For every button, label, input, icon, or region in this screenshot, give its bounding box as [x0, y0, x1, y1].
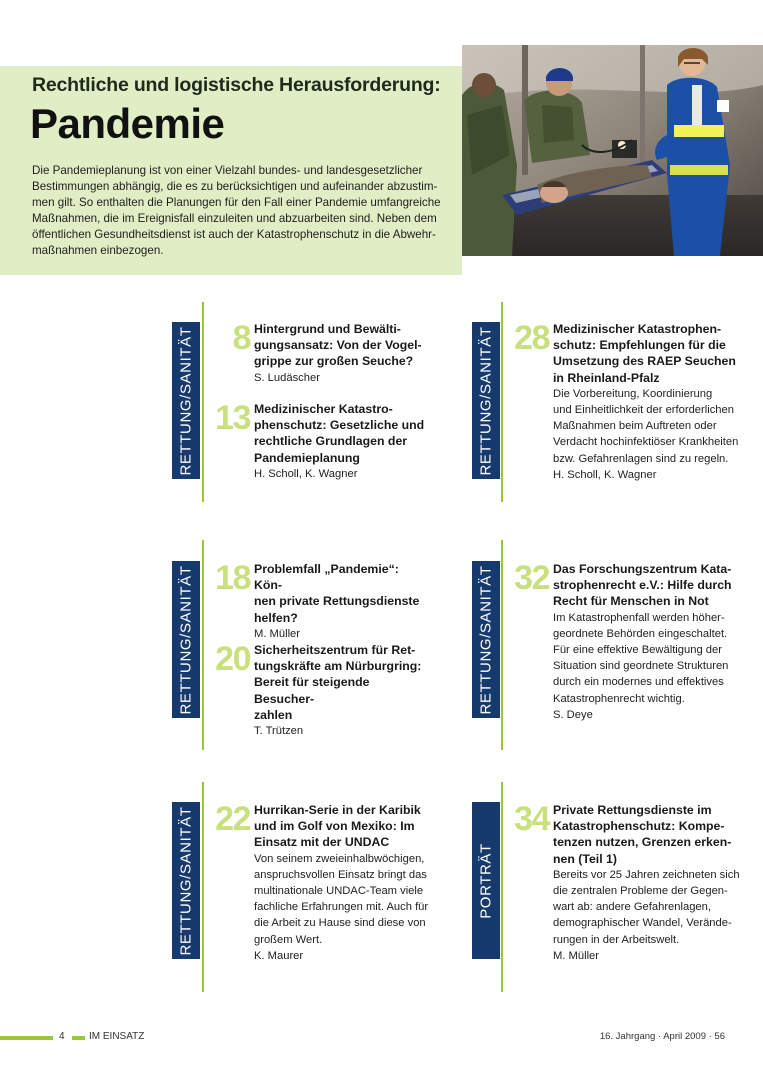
entry-title-line: schutz: Empfehlungen für die [553, 338, 726, 353]
entry-title-line: grippe zur großen Seuche? [254, 354, 414, 369]
column-line [202, 782, 204, 992]
entry-title-line: und im Golf von Mexiko: Im [254, 819, 415, 834]
entry-author: S. Deye [553, 708, 593, 721]
column-line [501, 540, 503, 750]
entry-desc-line: und Einheitlichkeit der erforderlichen [553, 404, 734, 417]
section-tag-label: PORTRÄT [477, 842, 495, 919]
entry-author: M. Müller [553, 949, 599, 962]
entry-desc-line: durch ein modernes und effektives [553, 676, 724, 689]
entry-desc-line: fachliche Erfahrungen mit. Auch für [254, 901, 429, 914]
entry-title-line: in Rheinland-Pfalz [553, 370, 660, 385]
column-line [202, 540, 204, 750]
entry-title-line: Hintergrund und Bewälti- [254, 322, 401, 336]
intro-line: maßnahmen einbezogen. [32, 244, 164, 257]
page-number: 20 [215, 640, 250, 678]
entry-title-line: Das Forschungszentrum Kata- [553, 562, 732, 576]
section-tag [472, 561, 500, 718]
intro-line: men gilt. So enthalten die Planungen für den Fall einer Pandemie umfangreiche [32, 196, 441, 209]
section-tag [172, 802, 200, 959]
entry-desc-line: Für eine effektive Bewältigung der [553, 644, 722, 657]
entry-desc-line: die zentralen Probleme der Gegen- [553, 885, 728, 898]
section-tag-label: RETTUNG/SANITÄT [477, 564, 495, 715]
entry-author: M. Müller [254, 627, 300, 640]
section-tag [472, 322, 500, 479]
entry-author: S. Ludäscher [254, 371, 320, 384]
entry-desc-line: rungen in der Arbeitswelt. [553, 933, 680, 946]
section-tag-label: RETTUNG/SANITÄT [177, 325, 195, 476]
entry-title-line: nen private Rettungsdienste [254, 594, 420, 609]
footer-issue-info: 16. Jahrgang · April 2009 · 56 [599, 1031, 725, 1042]
section-tag-label: RETTUNG/SANITÄT [477, 325, 495, 476]
page-number: 34 [514, 800, 549, 838]
section-tag-label: RETTUNG/SANITÄT [177, 805, 195, 956]
entry-title-line: Sicherheitszentrum für Ret- [254, 643, 416, 657]
entry-title-line: zahlen [254, 707, 293, 722]
entry-title-line: Medizinischer Katastro- [254, 402, 393, 416]
entry-desc-line: Maßnahmen beim Auftreten oder [553, 420, 717, 433]
column-line [501, 782, 503, 992]
entry-title-line: Recht für Menschen in Not [553, 594, 709, 609]
entry-desc-line: großem Wert. [254, 933, 323, 946]
entry-title-line: Einsatz mit der UNDAC [254, 835, 390, 850]
entry-title-line: Problemfall „Pandemie“: Kön- [254, 562, 399, 593]
intro-paragraph [32, 163, 452, 259]
entry-title-line: Private Rettungsdienste im [553, 803, 712, 817]
page-title: Pandemie [30, 100, 225, 147]
intro-line: öffentlichen Gesundheitsdienst ist auch der Katastrophenschutz in die Abwehr- [32, 228, 436, 241]
entry-author: H. Scholl, K. Wagner [553, 468, 657, 481]
column-line [202, 302, 204, 502]
photo-scene [462, 45, 763, 256]
page-number: 28 [514, 319, 549, 357]
entry-title-line: phenschutz: Gesetzliche und [254, 418, 425, 433]
entry-title-line: tenzen nutzen, Grenzen erken- [553, 835, 732, 850]
entry-desc-line: wart ab: andere Gefahrenlagen, [553, 901, 711, 914]
section-tag [172, 561, 200, 718]
entry-title-line: rechtliche Grundlagen der [254, 434, 408, 449]
header-kicker: Rechtliche und logistische Herausforderung: [32, 74, 441, 96]
entry-title-line: Katastrophenschutz: Kompe- [553, 819, 725, 834]
entry-title-line: Hurrikan-Serie in der Karibik [254, 803, 421, 817]
intro-line: Maßnahmen, die im Ereignisfall einzuleiten und abzuarbeiten sind. Neben dem [32, 212, 437, 225]
entry-desc-line: Situation sind geordnete Strukturen [553, 660, 729, 673]
entry-desc-line: Von seinem zweieinhalbwöchigen, [254, 852, 425, 865]
entry-author: K. Maurer [254, 949, 304, 962]
entry-desc-line: anspruchsvollen Einsatz bringt das [254, 868, 427, 881]
entry-title-line: gungsansatz: Von der Vogel- [254, 338, 422, 353]
section-tag [472, 802, 500, 959]
footer-accent-bar-small [72, 1036, 85, 1040]
entry-desc-line: Bereits vor 25 Jahren zeichneten sich [553, 868, 740, 881]
footer-page-number: 4 [59, 1031, 65, 1042]
entry-desc-line: Die Vorbereitung, Koordinierung [553, 387, 713, 400]
entry-desc-line: bzw. Gefahrenlagen sind zu regeln. [553, 452, 729, 465]
entry-desc-line: Verdacht hochinfektiöser Krankheiten [553, 436, 739, 449]
entry-desc-line: geordnete Behörden eingeschaltet. [553, 627, 728, 640]
entry-desc-line: multinationale UNDAC-Team viele [254, 885, 424, 898]
entry-title-line: Pandemieplanung [254, 450, 360, 465]
page-number: 32 [514, 559, 549, 597]
entry-desc-line: die Arbeit zu Hause sind diese von [254, 917, 426, 930]
entry-title-line: Medizinischer Katastrophen- [553, 322, 722, 336]
entry-author: H. Scholl, K. Wagner [254, 467, 358, 480]
entry-desc-line: Katastrophenrecht wichtig. [553, 692, 685, 705]
page-number: 13 [215, 399, 250, 437]
intro-line: Bestimmungen abhängig, die es zu berücksichtigen und aufeinander abzustim- [32, 180, 438, 193]
entry-title-line: nen (Teil 1) [553, 851, 617, 866]
entry-title-line: Bereit für steigende Besucher- [254, 675, 370, 706]
section-tag-label: RETTUNG/SANITÄT [177, 564, 195, 715]
entry-title-line: tungskräfte am Nürburgring: [254, 659, 422, 674]
section-tag [172, 322, 200, 479]
entry-author: T. Trützen [254, 725, 304, 738]
intro-line: Die Pandemieplanung ist von einer Vielzahl bundes- und landesgesetzlicher [32, 164, 423, 177]
page-number: 8 [232, 319, 250, 357]
page-number: 22 [215, 800, 250, 838]
entry-title-line: strophenrecht e.V.: Hilfe durch [553, 578, 732, 593]
footer-accent-bar [0, 1036, 53, 1040]
column-line [501, 302, 503, 502]
footer-magazine-name: IM EINSATZ [89, 1031, 145, 1042]
entry-title-line: Umsetzung des RAEP Seuchen [553, 354, 736, 369]
page-number: 18 [215, 559, 250, 597]
entry-desc-line: demographischer Wandel, Verände- [553, 917, 732, 930]
header-photo [462, 45, 763, 256]
entry-desc-line: Im Katastrophenfall werden höher- [553, 611, 725, 624]
entry-title-line: helfen? [254, 610, 298, 625]
